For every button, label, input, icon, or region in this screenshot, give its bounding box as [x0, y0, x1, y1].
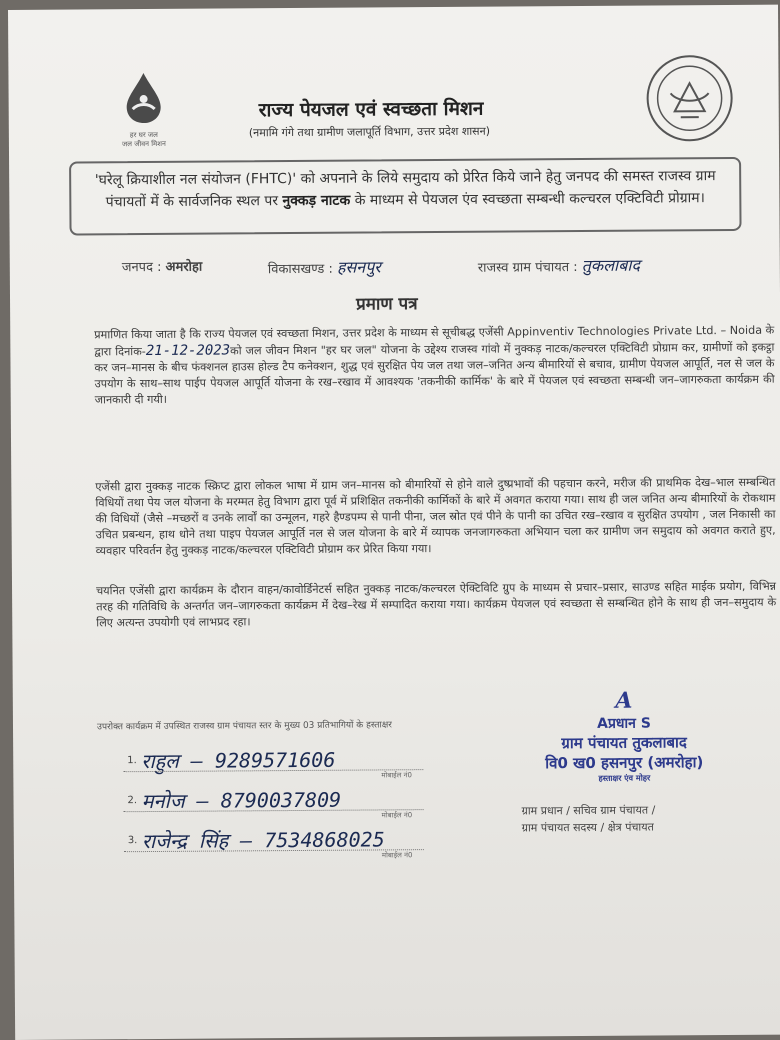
- gram-panchayat-value: तुकलाबाद: [581, 255, 641, 276]
- paragraph-2: एजेंसी द्वारा नुक्कड़ नाटक स्क्रिप्ट द्वारा लोकल भाषा में ग्राम जन–मानस को बीमारियों से होने वाले दुष्प्रभावों की पहचान करने, मरीज की प्राथमिक देख–भाल सम्बन्धित विधियों तथा पेय जल योजना के मरम्मत हेतु विभाग द्वारा पूर्व में प्रशिक्षित तकनीकी कार्मिकों के बारे में अवगत कराया गया। साथ ही जल जनित अन्य बीमारियों के रोकथाम की विधियों (जैसे –मच्छरों व उनके लार्वों का उन्मूलन, गहरे हैण्डपम्प से पानी पीना, जल स्रोत एवं पीने के पानी का उचित रख–रखाव व सुरक्षित उपयोग , जल निकासी का उचित प्रबन्धन, हाथ धोने तथा पाइप पेयजल आपूर्ति नल से जल योजना के बारे में व्यापक जनजागरुकता अभियान चला कर ग्रामीण जन समुदाय को अवगत कराते हुए, व्यवहार परिवर्तन हेतु नुक्कड़ नाटक/कल्चरल एक्टिविटी प्रोग्राम कर प्रेरित किया गया।: [95, 475, 776, 558]
- mobile-tag: मोबाईल नं0: [381, 811, 413, 820]
- stamp-line-3: वि0 ख0 हसनपुर (अमरोहा): [545, 753, 704, 773]
- pradhan-signature: A: [615, 687, 633, 714]
- block-value: हसनपुर: [336, 257, 381, 277]
- paragraph-1: [94, 323, 775, 409]
- district-field: [122, 257, 203, 276]
- mission-subtitle: (नमामि गंगे तथा ग्रामीण जलापूर्ति विभाग, उत्तर प्रदेश शासन): [248, 124, 491, 140]
- attendee-row-1: [123, 746, 412, 780]
- certificate-title: प्रमाण पत्र: [355, 294, 418, 315]
- paragraph-1-start: प्रमाणित किया जाता है कि राज्य पेयजल एवं स्वच्छता मिशन, उत्तर प्रदेश के माध्यम से सूचीबद्ध एजेंसी Appinventiv Technologies Private Ltd. – Noida के द्वारा दिनांक-: [94, 323, 775, 359]
- programme-date: 21-12-2023: [145, 342, 231, 360]
- water-drop-icon: [108, 69, 178, 127]
- mission-title: राज्य पेयजल एवं स्वच्छता मिशन: [258, 97, 484, 122]
- gram-panchayat-field: [478, 254, 640, 277]
- attendee-entry: राहुल — 9289571606: [141, 747, 336, 774]
- attendee-heading: उपरोक्त कार्यक्रम में उपस्थित राजस्व ग्राम पंचायत स्तर के मुख्य 03 प्रतिभागियों के हस्ताक्षर: [96, 720, 392, 733]
- district-label: जनपद :: [121, 259, 162, 276]
- paragraph-3: चयनित एजेंसी द्वारा कार्यक्रम के दौरान वाहन/कावोर्डिनेटर्स सहित नुक्कड़ नाटक/कल्चरल ऐक्टिविटि ग्रुप के माध्यम से प्रचार–प्रसार, साउण्ड सहित माईक प्रयोग, विभिन्न तरह की गतिविधि के अन्तर्गत जन–जागरुकता कार्यक्रम मेंं देख–रेख में सम्पादित कराया गया। कार्यक्रम पेयजल एवं स्वच्छता से सम्बन्धित होने के साथ ही जन–समुदाय के लिए अत्यन्त उपयोगी एवं लाभप्रद रहा।: [96, 579, 777, 630]
- block-field: [268, 255, 381, 278]
- pradhan-stamp: [509, 687, 740, 785]
- attendee-number: 1.: [127, 755, 137, 767]
- designation-line-1: ग्राम प्रधान / सचिव ग्राम पंचायत /: [521, 803, 656, 818]
- mobile-tag: मोबाईल नं0: [381, 771, 412, 780]
- attendee-entry: मनोज — 8790037809: [141, 787, 342, 814]
- jal-jeevan-mission-logo: [108, 69, 179, 149]
- attendee-entry: राजेन्द्र सिंह — 7534868025: [141, 827, 385, 854]
- stamp-line-4: हस्ताक्षर एंव मोहर: [598, 773, 651, 783]
- programme-description: [69, 157, 742, 236]
- designation-line-2: ग्राम पंचायत सदस्य / क्षेत्र पंचायत: [521, 820, 654, 835]
- attendee-number: 2.: [127, 795, 138, 807]
- certificate-page: [8, 5, 780, 1040]
- up-government-emblem: [644, 53, 735, 144]
- gram-panchayat-label: राजस्व ग्राम पंचायत :: [477, 260, 578, 276]
- attendee-number: 3.: [127, 835, 138, 847]
- attendee-row-2: [123, 786, 413, 820]
- attendee-row-3: [124, 825, 413, 860]
- programme-text-start: 'घरेलू क्रियाशील नल संयोजन (FHTC)' को अपनाने के लिये समुदाय को प्रेरित किये जाने हेतु जनपद की समस्त राजस्व ग्राम पंचायतों में के सार्वजनिक स्थल पर: [94, 168, 716, 211]
- block-label: विकासखण्ड :: [267, 261, 333, 278]
- programme-text-end: के माध्यम से पेयजल एंव स्वच्छता सम्बन्धी कल्चरल एक्टिविटी प्रोग्राम।: [350, 190, 705, 209]
- signatory-designation: [522, 802, 656, 837]
- logo-caption-1: हर घर जल: [129, 130, 158, 140]
- district-value: अमरोहा: [165, 259, 203, 275]
- programme-highlight: नुक्कड़ नाटक: [282, 192, 351, 210]
- paragraph-1-end: को जल जीवन मिशन "हर घर जल" योजना के उद्देश्य राजस्व गांवो में नुक्कड़ नाटक/कल्चरल एक्टिविटी प्रोग्राम कर, ग्रामीणों को इकट्ठा कर जन–मानस के बीच फंक्शनल हाउस होल्ड टैप कनेक्शन, शुद्ध एवं सुरक्षित पेय जल तथा जल–जनित अन्य बीमारियों से बचाव, ग्रामीण पेयजल आपूर्ति, नल से जल के उपयोग के साथ–साथ पाईप पेयजल आपूर्ति योजना के रख–रखाव में आवश्यक 'तकनीकी कार्मिक' के बारे में पेयजल एवं स्वच्छता सम्बन्धी जन–जागरुकता कार्यक्रम की जानकारी दी गयी।: [94, 340, 775, 407]
- mobile-tag: मोबाईल नं0: [381, 851, 413, 860]
- stamp-line-2: ग्राम पंचायत तुकलाबाद: [561, 733, 687, 753]
- logo-caption-2: जल जीवन मिशन: [121, 139, 166, 149]
- stamp-line-1: Aप्रधान S: [597, 715, 651, 732]
- state-emblem-icon: [644, 53, 735, 144]
